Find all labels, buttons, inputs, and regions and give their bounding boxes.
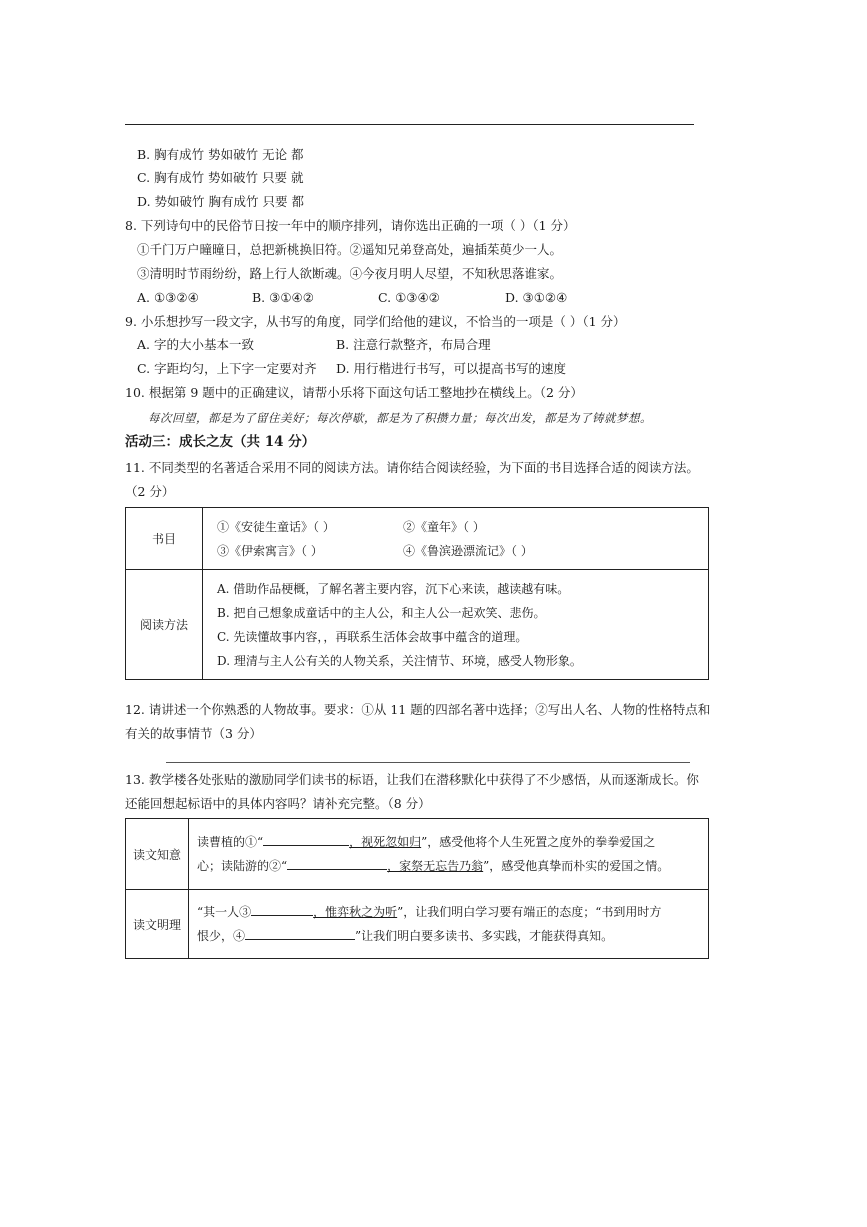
row1-text-c: ”，感受他将个人生死置之度外的拳拳爱国之	[421, 835, 656, 849]
methods-label: 阅读方法	[126, 570, 203, 680]
blank-4[interactable]	[245, 927, 355, 940]
methods-cell	[203, 570, 709, 680]
q8-option-c[interactable]: C. ①③④②	[378, 290, 440, 305]
q13-line1: 13. 教学楼各处张贴的激励同学们读书的标语，让我们在潜移默化中获得了不少感悟，从而逐渐成长。你	[125, 772, 699, 787]
books-cell	[203, 508, 709, 570]
header-rule	[125, 124, 694, 125]
row1-cell	[189, 819, 709, 890]
q8-option-b[interactable]: B. ③①④②	[252, 290, 314, 305]
row1-text-f: ”，感受他真挚而朴实的爱国之情。	[483, 859, 670, 873]
q8-poem-line2: ③清明时节雨纷纷，路上行人欲断魂。④今夜月明人尽望，不知秋思落谁家。	[137, 266, 563, 281]
row2-text-a: “其一人③	[197, 905, 252, 919]
row2-label: 读文明理	[126, 890, 189, 959]
blank-3[interactable]	[251, 903, 313, 916]
row1-given-b: ，视死忽如归	[349, 835, 422, 849]
q7-option-c[interactable]: C. 胸有成竹 势如破竹 只要 就	[137, 170, 304, 185]
method-a: A. 借助作品梗概，了解名著主要内容，沉下心来读，越读越有味。	[217, 581, 570, 596]
method-d: D. 理清与主人公有关的人物关系，关注情节、环境，感受人物形象。	[217, 653, 582, 668]
q7-option-d[interactable]: D. 势如破竹 胸有成竹 只要 都	[137, 194, 304, 209]
row1-text-a: 读曹植的①“	[197, 835, 264, 849]
q11-table	[125, 507, 709, 680]
row2-cell	[189, 890, 709, 959]
q9-option-b[interactable]: B. 注意行款整齐，布局合理	[336, 337, 491, 352]
q10-handwriting-sample: 每次回望，都是为了留住美好；每次停歇，都是为了积攒力量；每次出发，都是为了铸就梦想。	[148, 411, 652, 425]
q10-stem: 10. 根据第 9 题中的正确建议，请帮小乐将下面这句话工整地抄在横线上。（2 分）	[125, 385, 583, 400]
method-b: B. 把自己想象成童话中的主人公，和主人公一起欢笑、悲伤。	[217, 605, 546, 620]
book-4[interactable]: ④《鲁滨逊漂流记》（ ）	[403, 543, 533, 558]
row2-text-d: 恨少，④	[197, 929, 246, 943]
book-1[interactable]: ①《安徒生童话》（ ）	[217, 519, 335, 534]
section3-title: 活动三：成长之友（共 14 分）	[125, 434, 316, 450]
q8-option-d[interactable]: D. ③①②④	[505, 290, 568, 305]
q12-line1: 12. 请讲述一个你熟悉的人物故事。要求：①从 11 题的四部名著中选择；②写出人名、人物的性格特点和	[125, 702, 711, 717]
row2-text-c: ”，让我们明白学习要有端正的态度；“书到用时方	[397, 905, 662, 919]
blank-1[interactable]	[263, 833, 349, 846]
q7-option-b[interactable]: B. 胸有成竹 势如破竹 无论 都	[137, 147, 304, 162]
q8-stem: 8. 下列诗句中的民俗节日按一年中的顺序排列，请你选出正确的一项（ ）（1 分）	[125, 218, 576, 233]
book-3[interactable]: ③《伊索寓言》（ ）	[217, 543, 323, 558]
q8-poem-line1: ①千门万户曈曈日，总把新桃换旧符。②遥知兄弟登高处，遍插茱萸少一人。	[137, 242, 563, 257]
q11-stem-line2: （2 分）	[125, 484, 175, 499]
books-label: 书目	[126, 508, 203, 570]
q13-table	[125, 818, 709, 959]
blank-2[interactable]	[287, 857, 387, 870]
q9-option-d[interactable]: D. 用行楷进行书写，可以提高书写的速度	[336, 361, 567, 376]
q8-option-a[interactable]: A. ①③②④	[137, 290, 199, 305]
q9-option-c[interactable]: C. 字距均匀，上下字一定要对齐	[137, 361, 317, 376]
q11-stem-line1: 11. 不同类型的名著适合采用不同的阅读方法。请你结合阅读经验，为下面的书目选择合适的阅读方法。	[125, 460, 699, 475]
book-2[interactable]: ②《童年》（ ）	[403, 519, 485, 534]
q12-answer-line[interactable]	[166, 762, 690, 763]
q12-line2: 有关的故事情节（3 分）	[125, 726, 262, 741]
row2-given-b: ，惟弈秋之为听	[313, 905, 398, 919]
row1-given-e: ，家祭无忘告乃翁	[387, 859, 484, 873]
q13-line2: 还能回想起标语中的具体内容吗？请补充完整。（8 分）	[125, 796, 431, 811]
row1-text-d: 心；读陆游的②“	[197, 859, 288, 873]
method-c: C. 先读懂故事内容，，再联系生活体会故事中蕴含的道理。	[217, 629, 528, 644]
row2-text-e: ”让我们明白要多读书、多实践，才能获得真知。	[355, 929, 614, 943]
q9-option-a[interactable]: A. 字的大小基本一致	[137, 337, 254, 352]
row1-label: 读文知意	[126, 819, 189, 890]
q9-stem: 9. 小乐想抄写一段文字，从书写的角度，同学们给他的建议，不恰当的一项是（ ）（1 分）	[125, 314, 626, 329]
